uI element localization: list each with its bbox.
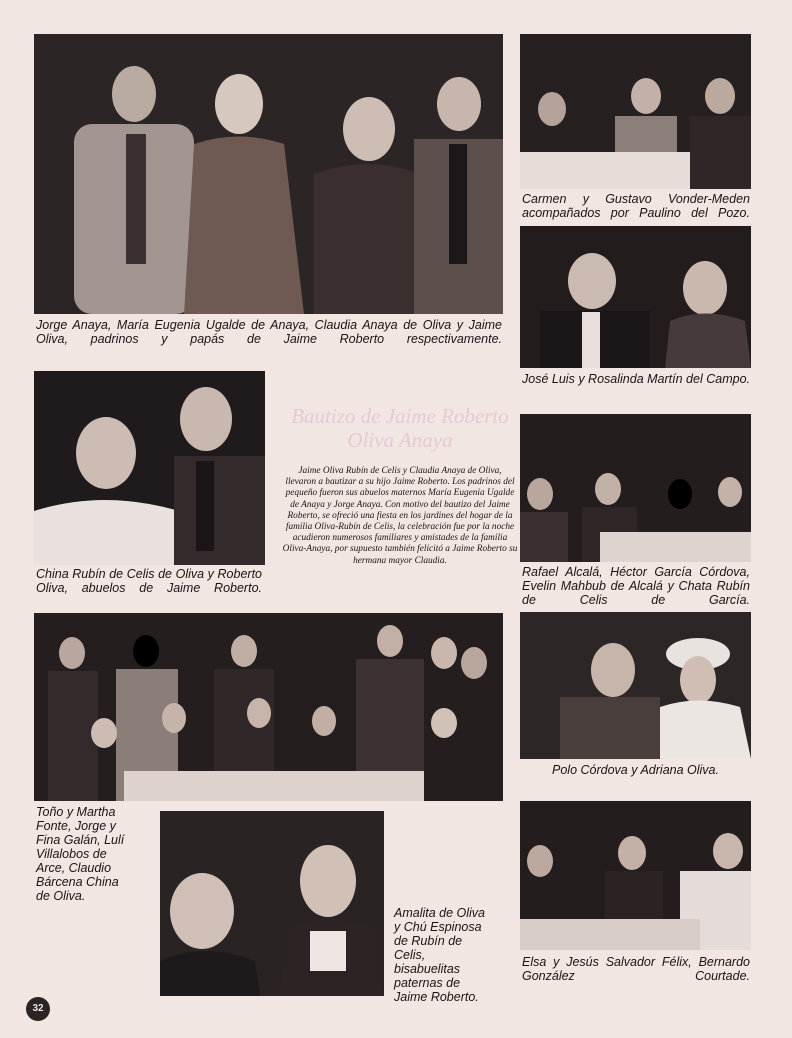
page-number: 32 [26,997,50,1021]
caption-large-group: Toño y Martha Fonte, Jorge y Fina Galán, Lulí Villalobos de Arce, Claudio Bárcena China de Oliva. [36,805,125,903]
photo-dinner-table-three [520,34,751,189]
photo-group-table [520,414,751,562]
photo-great-grandmothers [160,811,384,996]
photo-large-group [34,613,503,801]
photo-table-guests [520,801,751,950]
caption-salvador-felix: Elsa y Jesús Salvador Félix, Bernardo González Courtade. [522,955,750,983]
caption-vonder-meden: Carmen y Gustavo Vonder-Meden acompañados por Paulino del Pozo. [522,192,750,220]
article-body: Jaime Oliva Rubín de Celis y Claudia Anaya de Oliva, llevaron a bautizar a su hijo Jaime Roberto. Los padrinos del pequeño fueron sus abuelos maternos María Eugenia Ugalde de Anaya y Jorge Anaya. Con motivo del bautizo del Jaime Roberto, se ofreció una fiesta en los jardines del hogar de la familia Oliva-Rubín de Celis, la celebración fue por la noche acudieron numerosos familiares y amistades de la familia Oliva-Anaya, por supuesto también felicitó a Jaime Roberto su hermana mayor Claudia. [282,466,518,566]
article-title: Bautizo de Jaime Roberto Oliva Anaya [291,404,509,452]
photo-grandparents [34,371,265,565]
photo-young-couple [520,612,751,759]
caption-family-portrait: Jorge Anaya, María Eugenia Ugalde de Anaya, Claudia Anaya de Oliva y Jaime Oliva, padrinos y papás de Jaime Roberto respectivamente. [36,318,502,346]
caption-great-grandmothers: Amalita de Oliva y Chú Espinosa de Rubín de Celis, bisabuelitas paternas de Jaime Roberto. [394,906,486,1004]
photo-couple [520,226,751,368]
caption-alcala-garcia: Rafael Alcalá, Héctor García Córdova, Evelin Mahbub de Alcalá y Chata Rubín de Celis de García. [522,565,750,607]
caption-grandparents: China Rubín de Celis de Oliva y Roberto Oliva, abuelos de Jaime Roberto. [36,567,262,595]
photo-family-portrait [34,34,503,314]
caption-martin-del-campo: José Luis y Rosalinda Martín del Campo. [522,372,750,386]
caption-cordova-oliva: Polo Córdova y Adriana Oliva. [552,763,719,777]
